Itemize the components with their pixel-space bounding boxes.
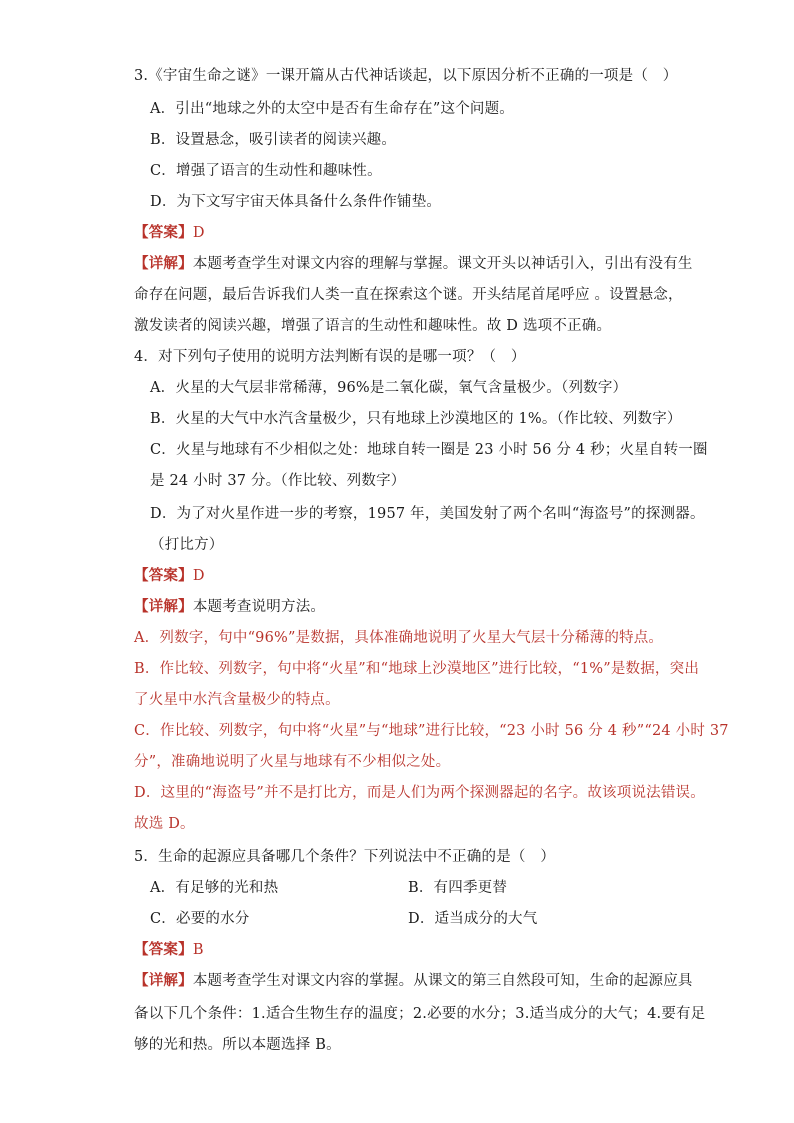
detail-text: 本题考查说明方法。	[192, 599, 326, 615]
q5-option-d: D．适当成分的大气	[408, 911, 538, 927]
q3-option-a: A．引出“地球之外的太空中是否有生命存在”这个问题。	[150, 101, 514, 117]
answer-label: 【答案】	[134, 224, 193, 241]
q3-detail-line-2: 命存在问题，最后告诉我们人类一直在探索这个谜。开头结尾首尾呼应 。设置悬念，	[134, 287, 683, 303]
q4-option-d-cont: （打比方）	[150, 537, 224, 553]
q5-detail-line-1	[134, 971, 693, 991]
answer-label: 【答案】	[134, 567, 193, 584]
q5-stem: 5．生命的起源应具备哪几个条件？下列说法中不正确的是（ ）	[134, 849, 556, 865]
q3-detail-line-1	[134, 254, 693, 274]
q4-detail-lead	[134, 597, 325, 617]
answer-value: D	[192, 568, 205, 584]
detail-label: 【详解】	[134, 972, 193, 989]
q4-explanation-b-cont: 了火星中水汽含量极少的特点。	[134, 692, 340, 708]
q4-option-d: D．为了对火星作进一步的考察，1957 年，美国发射了两个名叫“海盗号”的探测器。	[150, 506, 705, 522]
answer-value: D	[192, 225, 205, 241]
detail-text: 本题考查学生对课文内容的掌握。从课文的第三自然段可知，生命的起源应具	[192, 973, 693, 989]
q5-option-c: C．必要的水分	[150, 911, 250, 927]
answer-value: B	[192, 942, 204, 958]
q4-explanation-c-cont: 分”，准确地说明了火星与地球有不少相似之处。	[134, 754, 451, 770]
q5-option-b: B．有四季更替	[408, 880, 508, 896]
q5-detail-line-3: 够的光和热。所以本题选择 B。	[134, 1037, 341, 1053]
q4-conclusion: 故选 D。	[134, 816, 195, 832]
q5-detail-line-2: 备以下几个条件：1.适合生物生存的温度；2.必要的水分；3.适当成分的大气；4.要有足	[134, 1006, 706, 1022]
detail-text: 本题考查学生对课文内容的理解与掌握。课文开头以神话引入，引出有没有生	[192, 256, 693, 272]
q3-detail-line-3: 激发读者的阅读兴趣，增强了语言的生动性和趣味性。故 D 选项不正确。	[134, 318, 612, 334]
q3-option-b: B．设置悬念，吸引读者的阅读兴趣。	[150, 132, 397, 148]
q5-option-a: A．有足够的光和热	[150, 880, 279, 896]
detail-label: 【详解】	[134, 255, 193, 272]
q4-option-c-cont: 是 24 小时 37 分。（作比较、列数字）	[150, 473, 406, 489]
q4-option-c: C．火星与地球有不少相似之处：地球自转一圈是 23 小时 56 分 4 秒；火星自转一圈	[150, 442, 708, 458]
q4-stem: 4．对下列句子使用的说明方法判断有误的是哪一项？（ ）	[134, 349, 526, 365]
q4-explanation-b: B．作比较、列数字，句中将“火星”和“地球上沙漠地区”进行比较，“1%”是数据，突出	[134, 661, 700, 677]
q3-stem: 3.《宇宙生命之谜》一课开篇从古代神话谈起，以下原因分析不正确的一项是（ ）	[134, 68, 678, 84]
q4-explanation-c: C．作比较、列数字，句中将“火星”与“地球”进行比较，“23 小时 56 分 4 秒”“24 小时 37	[134, 723, 729, 739]
q3-answer	[134, 223, 205, 243]
q3-option-d: D．为下文写宇宙天体具备什么条件作铺垫。	[150, 194, 442, 210]
q5-answer	[134, 940, 204, 960]
q4-explanation-a: A．列数字，句中“96%”是数据，具体准确地说明了火星大气层十分稀薄的特点。	[134, 630, 664, 646]
q4-option-a: A．火星的大气层非常稀薄，96%是二氧化碳，氧气含量极少。（列数字）	[150, 380, 628, 396]
answer-label: 【答案】	[134, 941, 193, 958]
q4-option-b: B．火星的大气中水汽含量极少，只有地球上沙漠地区的 1%。（作比较、列数字）	[150, 411, 682, 427]
q4-answer	[134, 566, 205, 586]
detail-label: 【详解】	[134, 598, 193, 615]
q4-explanation-d: D．这里的“海盗号”并不是打比方，而是人们为两个探测器起的名字。故该项说法错误。	[134, 785, 705, 801]
q3-option-c: C．增强了语言的生动性和趣味性。	[150, 163, 382, 179]
